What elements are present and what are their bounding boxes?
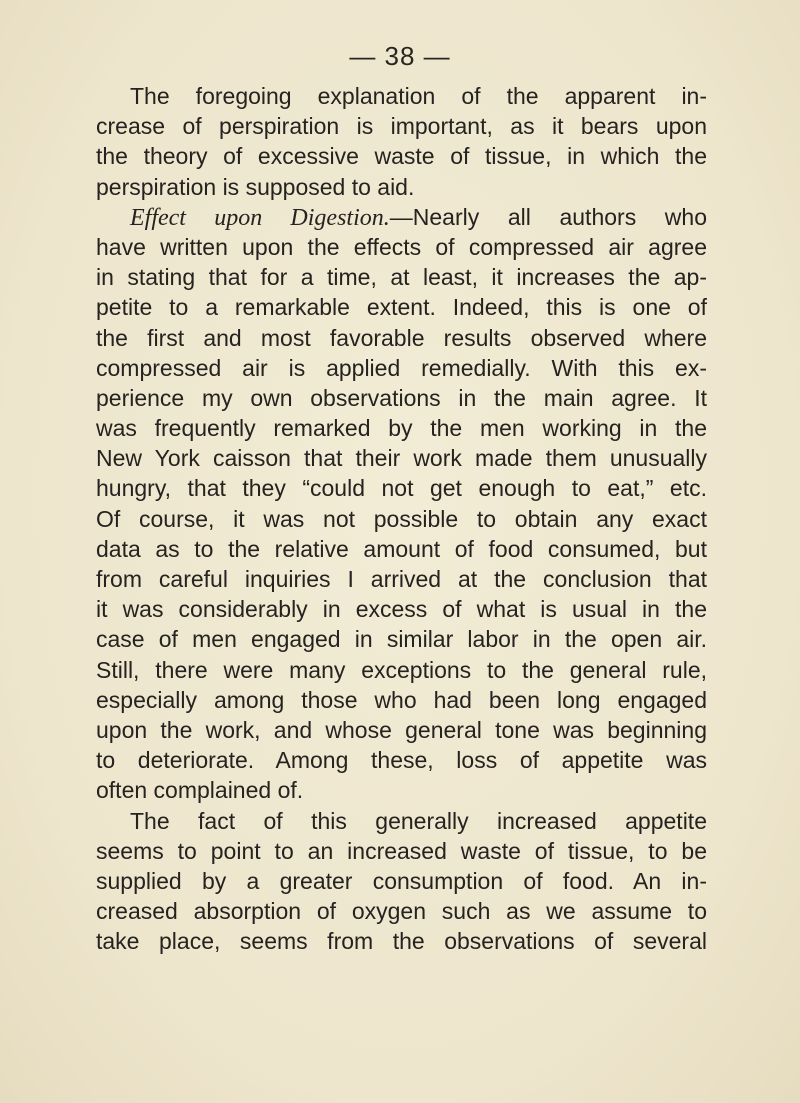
text-line: compressed air is applied remedially. With this ex- [96,354,707,381]
text-line: from careful inquiries I arrived at the conclusion that [96,566,707,592]
section-heading: Effect upon Digestion. [130,204,390,231]
text-line: petite to a remarkable extent. Indeed, this is one of [96,294,707,321]
page-number: — 38 — [349,41,451,71]
text-line: crease of perspiration is important, as it bears upon [96,113,707,140]
text-fragment: —Nearly all authors who [389,203,707,230]
text-line: seems to point to an increased waste of tissue, to be [96,837,707,864]
text-line: the first and most favorable results observed where [96,324,707,351]
text-line: perience my own observations in the main agree. It [96,384,707,411]
text-line: Still, there were many exceptions to the general rule, [96,656,707,683]
text-line: in stating that for a time, at least, it increases the ap- [96,264,707,291]
text-line: often complained of. [96,777,304,804]
text-line: creased absorption of oxygen such as we assume to [96,898,707,925]
text-line: to deteriorate. Among these, loss of appetite was [96,747,707,774]
text-line: upon the work, and whose general tone was beginning [96,716,707,743]
text-line: have written upon the effects of compressed air agree [96,233,707,260]
text-line: it was considerably in excess of what is usual in the [96,596,707,623]
text-line: the theory of excessive waste of tissue, in which the [96,143,707,170]
text-line: case of men engaged in similar labor in the open air. [96,626,707,653]
text-line: take place, seems from the observations of several [96,928,707,955]
text-line: The foregoing explanation of the apparent in- [130,83,707,109]
text-line: data as to the relative amount of food consumed, but [96,535,707,562]
text-line-with-heading [96,202,707,232]
text-line: New York caisson that their work made them unusually [96,445,707,472]
text-line: especially among those who had been long engaged [96,686,707,713]
text-line: supplied by a greater consumption of food. An in- [96,867,707,894]
text-line: was frequently remarked by the men working in the [96,415,707,442]
text-line: The fact of this generally increased appetite [130,807,707,834]
text-line: hungry, that they “could not get enough to eat,” etc. [96,475,707,502]
text-line: perspiration is supposed to aid. [96,173,415,200]
body-text [96,81,707,956]
text-line: Of course, it was not possible to obtain any exact [96,505,707,532]
